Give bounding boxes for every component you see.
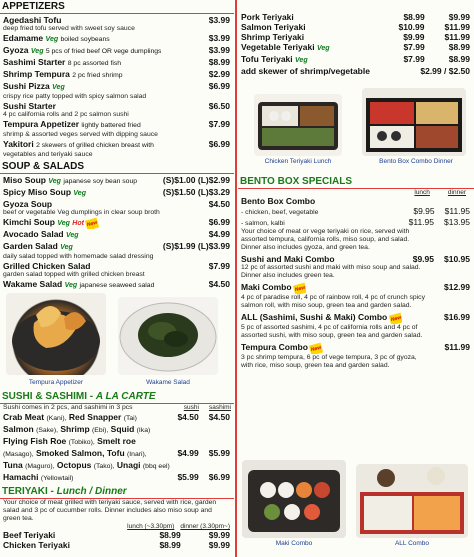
sushi-col-label: sushi [183,404,199,411]
new-badge: New [309,343,322,354]
teriyaki-left-list [0,530,234,550]
teriyaki-description: Your choice of meat grilled with teriyaki sauce, served with rice, garden salad and 3 pc of cucumber rolls. Dinner includes also miso soup and green tea. [3,499,217,522]
lunch-price: $8.99 [403,12,425,22]
dinner-price: $8.99 [448,42,470,52]
item-description: Your choice of meat or vege teriyaki on rice, served with assorted tempura, california rolls, miso soup, and salad. Dinner also includes gyoza, and green tea. [241,228,410,251]
item-name: Sushi and Maki Combo [241,254,335,264]
veg-badge: Veg [60,244,73,251]
item-name: Shrimp Tempura [3,69,70,79]
right-photos-top [238,94,474,174]
menu-item [0,187,234,199]
item-name: Octopus [56,460,92,470]
teriyaki-heading [0,486,234,499]
item-name: Salmon [3,424,34,434]
tempura-photo [6,293,106,375]
veg-badge: Veg [295,57,308,64]
menu-item [0,101,234,119]
item-name: Tempura Combo [241,342,308,352]
lunch-col-label: lunch (~3.30pm) [127,523,175,530]
menu-item [0,217,234,229]
menu-item [238,312,474,340]
item-price: (S)$1.00 (L)$2.99 [162,175,230,185]
item-name: Unagi [116,460,141,470]
veg-badge: Veg [73,190,86,197]
item-description: vegetables and teriyaki sauce [3,151,93,158]
maki-combo-caption: Maki Combo [275,540,313,547]
sushi-price: $4.99 [177,448,199,458]
menu-item [0,279,234,291]
item-description: 2 skewers of grilled chicken breast with [36,142,154,149]
skewer-addon: add skewer of shrimp/vegetable [241,66,370,76]
item-price: $3.99 [208,45,230,55]
wakame-caption: Wakame Salad [146,379,190,386]
item-name: Red Snapper [68,412,122,422]
menu-item [238,54,474,66]
lunch-price: $9.99 [403,32,425,42]
item-description: garden salad topped with grilled chicken breast [3,271,145,278]
item-description: beef or vegetable Veg dumplings in clear soup broth [3,209,160,216]
hot-badge: Hot [72,220,84,227]
appetizers-list [0,15,234,159]
dinner-price: $11.99 [444,342,470,352]
maki-combo-photo [242,460,346,538]
item-name: Chicken Teriyaki [3,540,70,550]
new-badge: New [389,313,402,324]
item-price: $4.50 [208,199,230,209]
bento-lunch-label: lunch [414,189,430,196]
item-name: Smelt roe [97,436,136,446]
item-name: ALL (Sashimi, Sushi & Maki) Combo [241,312,388,322]
item-name: Kimchi Soup [3,217,55,227]
dinner-price: $11.99 [444,32,470,42]
menu-item [238,42,474,54]
lunch-price: $7.99 [403,42,425,52]
item-name: Sushi Pizza [3,81,50,91]
soups-list [0,175,234,291]
dinner-price: $12.99 [444,282,470,292]
item-description: (Masago), [3,451,34,458]
bento-caption: Bento Box Combo Dinner [379,158,453,165]
menu-item [0,69,234,81]
item-description: japanese soy bean soup [63,178,138,185]
menu-item [0,460,234,472]
item-name: Yakitori [3,139,34,149]
menu-item [0,139,234,159]
item-description: 8 pc assorted fish [67,60,122,67]
menu-item [0,412,234,424]
dinner-price: $9.99 [448,12,470,22]
item-name: Avocado Salad [3,229,64,239]
menu-item [238,32,474,42]
left-column [0,0,234,557]
lunch-price: $11.95 [408,217,434,227]
bento-photo [362,88,466,156]
item-description: (Tako), [93,463,115,470]
item-price: $3.99 [208,15,230,25]
item-description: (Tai) [123,415,137,422]
item-name: Gyoza [3,45,29,55]
veg-badge: Veg [30,48,44,55]
item-description: 4 pc california rolls and 2 pc salmon sushi [3,111,129,118]
item-price: $6.99 [208,139,230,149]
menu-item [0,45,234,57]
appetizers-heading: APPETIZERS [0,1,234,14]
dinner-price: $11.95 [444,206,470,216]
lunch-price: $9.95 [412,254,434,264]
skewer-price: $2.99 / $2.50 [420,66,470,76]
right-column [238,0,474,557]
item-price: $6.50 [208,101,230,111]
item-name: Hamachi [3,472,39,482]
tempura-caption: Tempura Appetizer [28,379,84,386]
sushi-list [0,412,234,484]
item-name: Squid [110,424,135,434]
bento-list [238,196,474,370]
item-name: Bento Box Combo [241,196,316,206]
item-price: $8.99 [208,57,230,67]
menu-item [238,282,474,310]
item-name: Garden Salad [3,241,58,251]
dinner-price: $16.99 [444,312,470,322]
menu-item [0,436,234,448]
item-description: 4 pc of paradise roll, 4 pc of rainbow roll, 4 pc of crunch spicy salmon roll, with miso soup, green tea and garden salad. [241,294,425,309]
item-price: (S)$1.50 (L)$3.29 [162,187,230,197]
chicken-teriyaki-photo [254,94,342,156]
menu-item [0,424,234,436]
item-name: Wakame Salad [3,279,63,289]
item-name: Tuna [3,460,23,470]
item-name: Pork Teriyaki [241,12,294,22]
bento-dinner-label: dinner [447,189,466,196]
sashimi-price: $5.99 [208,448,230,458]
item-name: Shrimp Teriyaki [241,32,305,42]
chicken-teriyaki-caption: Chicken Teriyaki Lunch [264,158,332,165]
item-name: Tofu [106,448,125,458]
left-photos [0,293,234,391]
menu-item [238,12,474,22]
menu-item [0,199,234,217]
item-name: Salmon Teriyaki [241,22,306,32]
item-description: daily salad topped with homemade salad dressing [3,253,154,260]
new-badge: New [293,283,306,294]
lunch-price: $9.95 [413,206,435,216]
lunch-price: $10.99 [398,22,425,32]
menu-item [0,472,234,484]
item-name: Smoked Salmon, [35,448,105,458]
item-description: boiled soybeans [60,36,110,43]
item-name: Vegetable Teriyaki [241,42,315,52]
item-name: Crab Meat [3,412,45,422]
item-name: Tofu Teriyaki [241,54,293,64]
menu-item [238,196,474,252]
item-description: 5 pc of assorted sashimi, 4 pc of california rolls and 4 pc of assorted sushi, with miso soup, green tea and garden salad. [241,324,423,339]
item-price: (S)$1.99 (L)$3.99 [162,241,230,251]
lunch-price: $8.99 [159,530,181,540]
item-description: (bbq eel) [142,463,170,470]
veg-badge: Veg [316,45,330,52]
sushi-price: $5.99 [177,472,199,482]
item-description: crispy rice patty topped with spicy salmon salad [3,93,147,100]
menu-item [0,241,234,261]
item-name: Flying Fish Roe [3,436,67,446]
sushi-title: SUSHI & SASHIMI - [2,391,96,402]
sashimi-price: $6.99 [208,472,230,482]
sashimi-col-label: sashimi [208,404,231,411]
teriyaki-title: TERIYAKI - [2,486,57,497]
menu-item [0,33,234,45]
item-price: $4.99 [208,229,230,239]
sushi-subtitle: Sushi comes in 2 pcs, and sashimi in 3 pcs [3,404,133,411]
item-description: deep fried tofu served with sweet soy sauce [3,25,135,32]
item-name: Maki Combo [241,282,292,292]
menu-item [0,229,234,241]
sushi-heading [0,391,234,404]
wakame-photo [118,297,218,375]
item-price: $3.99 [208,33,230,43]
item-name: Sushi Starter [3,101,56,111]
item-name: Miso Soup [3,175,46,185]
item-description: (Maguro), [25,463,55,470]
menu-item [0,448,234,460]
item-description: 2 pc fried shrimp [72,72,123,79]
item-description: 12 pc of assorted sushi and maki with miso soup and salad. Dinner also includes green tea. [241,264,421,279]
veg-badge: Veg [48,178,61,185]
item-description: 5 pcs of fried beef OR vege dumplings [45,48,162,55]
item-name: Shrimp [60,424,90,434]
item-price: $7.99 [208,261,230,271]
dinner-col-label: dinner (3.30pm~) [180,523,230,530]
teriyaki-col-header [0,523,234,530]
item-name: Gyoza Soup [3,199,53,209]
item-description: (Yellowtail) [40,475,74,482]
item-name: Spicy Miso Soup [3,187,72,197]
veg-badge: Veg [45,36,59,43]
menu-item [238,22,474,32]
item-description: lightly battered fried [81,122,141,129]
sushi-price: $4.50 [177,412,199,422]
item-price: $4.50 [208,279,230,289]
item-name: Edamame [3,33,44,43]
menu-item [0,15,234,33]
teriyaki-right-list [238,12,474,76]
dinner-price: $9.99 [208,540,230,550]
dinner-price: $11.99 [444,22,470,32]
item-price: $6.99 [208,217,230,227]
item-price: $2.99 [208,69,230,79]
item-description: shrimp & assorted veges served with dipping sauce [3,131,158,138]
item-description: (Ika) [136,427,151,434]
veg-badge: Veg [57,220,70,227]
item-name: Grilled Chicken Salad [3,261,91,271]
bento-heading: BENTO BOX SPECIALS [238,176,474,189]
menu-item [0,530,234,540]
item-description: (Inari), [127,451,147,458]
item-name: Sashimi Starter [3,57,66,67]
item-name: Tempura Appetizer [3,119,80,129]
lunch-price: $7.99 [403,54,425,64]
item-name: Agedashi Tofu [3,15,62,25]
veg-badge: Veg [64,282,78,289]
item-price: $6.99 [208,81,230,91]
right-photos-bottom [238,460,474,557]
item-name: Beef Teriyaki [3,530,56,540]
menu-item [0,57,234,69]
menu-item [238,66,474,76]
item-description: (Ebi), [92,427,109,434]
all-combo-caption: ALL Combo [394,540,430,547]
menu-item [0,175,234,187]
item-description: (Kani), [46,415,67,422]
bento-col-header [238,189,474,196]
sushi-subheader [0,404,234,412]
menu-item [0,540,234,550]
item-description: 3 pc shrimp tempura, 6 pc of vege tempura, 3 pc of gyoza, with rice, miso soup, green tea and garden salad. [241,354,417,369]
menu-item [238,342,474,370]
item-description: japanese seaweed salad [79,282,155,289]
veg-badge: Veg [52,84,65,91]
lunch-price: $8.99 [159,540,181,550]
item-price: $7.99 [208,119,230,129]
menu-item [0,261,234,279]
item-option: - chicken, beef, vegetable [241,209,319,216]
all-combo-photo [356,464,468,538]
dinner-price: $10.95 [444,254,470,264]
soups-heading: SOUP & SALADS [0,161,234,174]
sushi-title-italic: A LA CARTE [95,391,156,402]
dinner-price: $8.99 [448,54,470,64]
teriyaki-title-italic: Lunch / Dinner [56,486,127,497]
menu-item [0,119,234,139]
item-description: (Tobiko), [68,439,95,446]
dinner-price: $9.99 [208,530,230,540]
veg-badge: Veg [66,232,79,239]
column-divider [235,0,237,557]
dinner-price: $13.95 [444,217,470,227]
new-badge: New [85,218,98,229]
menu-item [0,81,234,101]
sashimi-price: $4.50 [208,412,230,422]
item-option: - salmon, kalbi [241,220,285,227]
menu-item [238,254,474,280]
item-description: (Sake), [36,427,58,434]
